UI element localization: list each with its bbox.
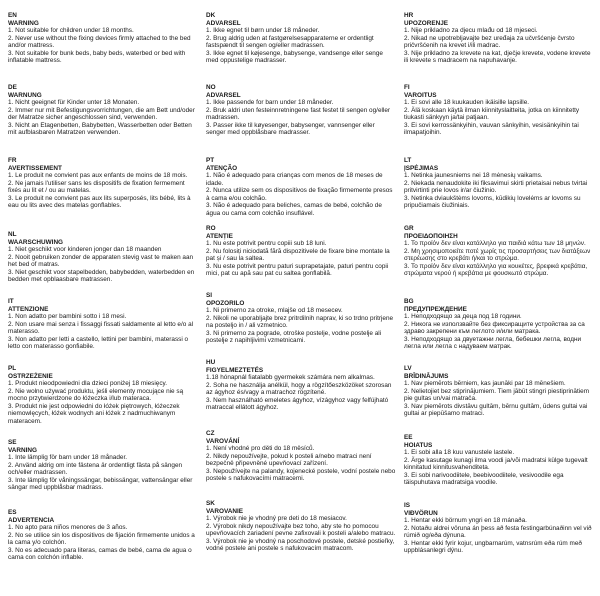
column-right [404,12,594,596]
warning-line: 2. Nikad ne upotrebljavajte bez uređaja za učvršćenje čvrsto pričvršćenih na krevet i/ili madrac. [404,34,575,49]
warning-heading: BRĪDINĀJUMS [404,372,449,380]
column-middle [206,12,396,596]
warning-line: 1. Niet geschikt voor kinderen jonger dan 18 maanden [8,246,162,253]
language-code: PT [206,157,215,164]
warning-heading: ATENȚIE [206,232,233,240]
warning-heading: ATENÇÃO [206,164,238,172]
language-code: HU [206,359,216,366]
warning-line: 1. Неподходящо за деца под 18 години. [404,313,522,320]
warning-line: 1. Hentar ekki börnum yngri en 18 mánaða. [404,517,527,524]
warning-line: 3. Ni primerno za pograde, otroške postelje, vodne postelje ali postelje z napihljivimi vzmetnicami. [206,329,382,344]
warning-line: 2. Ärge kasutage kunagi ilma voodi ja/või madratsi külge tugevalt kinnitatud kinnitusvahenditeta. [404,456,588,471]
warning-line: 3. Non adatto per letti a castello, lettini per bambini, materassi o letto con materasso gonfiabile. [8,335,189,350]
warning-line: 1. Inte lämplig för barn under 18 månader. [8,454,128,461]
warning-line: 2. Brug aldrig uden at fastgørelsesapparaterne er ordentligt fastspændt til sengen og/eller madrassen. [206,34,374,49]
language-code: FR [8,157,17,164]
warning-line: 2. Никога не използвайте без фиксиращите устройства за са здраво закрепени към леглото и/или матрака. [404,320,585,335]
warning-line: 3. Não é adequado para beliches, camas de bebé, colchão de água ou cama com colchão insuflável. [206,202,382,217]
warning-line: 1. Não é adequado para crianças com menos de 18 meses de idade. [206,172,383,187]
warning-line: 3. Hentar ekki fyrir kojur, ungbarnarúm, vatnsrúm eða rúm með uppblásanlegri dýnu. [404,539,582,554]
warning-line: 1. Ikke passende for barn under 18 måneder. [206,99,334,106]
warning-heading: ĮSPĖJIMAS [404,164,439,172]
language-code: EE [404,434,413,441]
warning-line: 2. Nu folosiți niciodată fără dispozitivele de fixare bine montate la pat și / sau la saltea. [206,247,390,262]
warning-line: 3. Passer ikke til køyesenger, babysenger, vannsenger eller senger med oppblåsbare madrasser. [206,121,375,136]
warning-line: 2. Niekada nenaudokite iki fiksavimui skirti prietaisai nebus tvirtai pritvirtinti prie lovos ir/ar čiužinio. [404,179,588,194]
warning-heading: OPOZORILO [206,299,245,307]
warning-line: 3. Not suitable for bunk beds, baby beds, waterbed or bed with inflatable mattress. [8,49,186,64]
warning-line: 3. Le produit ne convient pas aux lits superposés, lits bébé, lits à eau ou lits avec des matelas gonflables. [8,194,191,209]
language-code: BG [404,298,414,305]
warning-block-se [8,439,198,492]
warning-line: 2. Ne jamais l'utiliser sans les dispositifs de fixation fermement fixés au lit et / ou au matelas. [8,179,185,194]
warning-line: 1. Není vhodné pro děti do 18 měsíců. [206,445,315,452]
warning-heading: ADVARSEL [206,19,241,27]
warning-block-dk [206,12,396,65]
warning-line: 1. Ikke egnet til børn under 18 måneder. [206,27,320,34]
warning-block-lt [404,157,594,210]
warning-block-cz [206,430,396,483]
warning-line: 2. No se utilice sin los dispositivos de fijación firmemente unidos a la cama y/o colchón. [8,531,195,546]
language-code: HR [404,12,414,19]
warning-heading: VARNING [8,446,37,454]
warning-line: 2. Notaðu aldrei vöruna án þess að festa festingarbúnaðinn vel við rúmið og/eða dýnuna. [404,524,592,539]
warning-block-no [206,84,396,137]
warning-line: 3. Ikke egnet til køjesenge, babysenge, vandsenge eller senge med oppustelige madrasser. [206,49,383,64]
warning-line: 2. Nikdy nepoužívejte, pokud k posteli a/nebo matraci není bezpečně připevněné upevňovací zařízení. [206,452,372,467]
warning-heading: VAROVÁNÍ [206,437,240,445]
warning-line: 1.18 hónapnál fiatalabb gyermekek számára nem alkalmas. [206,374,375,381]
warning-heading: FIGYELMEZTETÉS [206,366,264,374]
warning-line: 1. Non adatto per bambini sotto i 18 mesi. [8,313,127,320]
warning-heading: AVERTISSEMENT [8,164,62,172]
warning-heading: ADVARSEL [206,91,241,99]
warning-line: 2. Non usare mai senza i fissaggi fissati saldamente al letto e/o al materasso. [8,320,194,335]
warning-heading: HOIATUS [404,441,433,449]
warning-block-hr [404,12,594,65]
warning-line: 2. Výrobok nikdy nepoužívajte bez toho, aby ste ho pomocou upevňovacích zariadení pevne zafixovali k posteli a/alebo matracu. [206,522,396,537]
warning-line: 1. Produkt nieodpowiedni dla dzieci poniżej 18 miesięcy. [8,380,168,387]
warning-line: 1. Not suitable for children under 18 months. [8,27,134,34]
warning-line: 1. Nu este potrivit pentru copiii sub 18 luni. [206,240,327,247]
warning-block-ro [206,225,396,278]
warning-line: 2. Soha ne használja anélkül, hogy a rögzítőeszközöket szorosan az ágyhoz és/vagy a matrachoz rögzítené. [206,381,392,396]
warning-heading: UPOZORENJE [404,19,449,27]
warning-line: 2. Nikoli ne uporabljajte brez pritrdilnih naprav, ki so trdno pritrjene na posteljo in / ali vzmetnico. [206,314,394,329]
language-code: LV [404,365,412,372]
language-code: PL [8,365,17,372]
warning-line: 3. Nem használható emeletes ágyhoz, vízágyhoz vagy felfújható matraccal ellátott ágyhoz. [206,396,389,411]
warning-block-ee [404,434,594,487]
warning-line: 2. Immer nur mit Befestigungsvorrichtungen, die am Bett und/oder der Matratze sicher angeschlossen sind, verwenden. [8,106,195,121]
warning-heading: WARNUNG [8,91,42,99]
warning-line: 3. Inte lämplig för våningssängar, bebissängar, vattensängar eller sängar med uppblåsbar madrass. [8,476,193,491]
language-code: FI [404,84,410,91]
warning-block-si [206,292,396,345]
warning-line: 3. Netinka dviaukštėms lovoms, kūdikių lovelėms ar lovoms su pripučiamais čiužiniais. [404,194,581,209]
warning-block-bg [404,298,594,351]
warning-line: 3. Nepoužívejte na palandy, kojenecké postele, vodní postele nebo postele s nafukovacími matracemi. [206,467,396,482]
warning-block-pt [206,157,396,217]
warning-line: 3. Το προϊόν δεν είναι κατάλληλο για κουκέτες, βρεφικά κρεβάτια, στρώματα νερού ή κρεβάτια με φουσκωτό στρώμα. [404,262,588,277]
warning-line: 3. No es adecuado para literas, camas de bebé, cama de agua o cama con colchón inflable. [8,546,192,561]
warning-line: 1. Netinka jaunesniems nei 18 mėnesių vaikams. [404,172,543,179]
warning-line: 1. No apto para niños menores de 3 años. [8,524,128,531]
warning-line: 1. Ni primerno za otroke, mlajše od 18 mesecev. [206,307,343,314]
warning-line: 1. Nicht geeignet für Kinder unter 18 Monaten. [8,99,140,106]
language-code: ES [8,509,17,516]
language-code: EN [8,12,17,19]
language-code: DE [8,84,17,91]
warning-block-es [8,509,198,562]
warning-line: 2. Nooit gebruiken zonder de apparaten stevig vast te maken aan het bed of matras. [8,253,194,268]
warning-block-pl [8,365,198,425]
warning-line: 2. Μη χρησιμοποιείτε ποτέ χωρίς τις προσαρτήσεις των διατάξεων στερέωσης στο κρεβάτι ή/και το στρώμα. [404,247,591,262]
warning-line: 2. Använd aldrig om inte fästena är ordentligt fästa på sängen och/eller madrassen. [8,461,183,476]
warning-line: 3. Nav piemērots divstāvu gultām, bērnu gultām, ūdens gultai vai gultai ar piepūšamo matraci. [404,402,588,417]
language-code: NO [206,84,216,91]
warning-line: 2. Älä koskaan käytä ilman kiinnityslaitteita, jotka on kiinnitetty tiukasti sänkyyn ja/tai patjaan. [404,106,580,121]
warning-block-fi [404,84,594,137]
warning-line: 3. Ei sobi narivoodiitele, beebivoodiitele, vesivoodile ega täispuhutava madratsiga voodile. [404,471,564,486]
warning-block-gr [404,225,594,278]
warning-block-de [8,84,198,137]
warning-heading: ADVERTENCIA [8,516,55,524]
warning-line: 3. Nije prikladno za krevete na kat, dječje krevete, vodene krevete ili krevete s madracem na napuhavanje. [404,49,591,64]
warning-block-lv [404,365,594,418]
warning-line: 1. Le produit ne convient pas aux enfants de moins de 18 mois. [8,172,188,179]
warning-heading: OSTRZEŻENIE [8,372,53,380]
warning-line: 3. Ei sovi kerrossänkyihin, vauvan sänkyihin, vesisänkyihin tai ilmapatjoihin. [404,121,579,136]
language-code: GR [404,225,414,232]
warning-heading: VAROITUS [404,91,437,99]
warning-heading: ΠΡΟΕΙΔΟΠΟΙΗΣΗ [404,232,458,240]
warning-line: 1. Ei sovi alle 18 kuukauden ikäisille lapsille. [404,99,530,106]
language-code: LT [404,157,412,164]
warning-line: 2. Nunca utilize sem os dispositivos de fixação firmemente presos à cama e/ou colchão. [206,187,393,202]
warning-line: 1. Nije prikladno za djecu mlađu od 18 mjeseci. [404,27,538,34]
warning-block-en [8,12,198,65]
warning-block-it [8,298,198,351]
language-code: CZ [206,430,215,437]
warning-line: 2. Never use without the fixing devices firmly attached to the bed and/or mattress. [8,34,191,49]
warning-heading: WAARSCHUWING [8,238,64,246]
warning-block-fr [8,157,198,210]
warning-block-is [404,502,594,555]
language-code: NL [8,231,17,238]
language-code: RO [206,225,216,232]
language-code: SE [8,439,17,446]
warning-line: 1. Výrobok nie je vhodný pre deti do 18 mesiacov. [206,515,347,522]
warning-heading: ПРЕДУПРЕЖДЕНИЕ [404,305,467,313]
language-code: IS [404,502,411,509]
language-code: DK [206,12,216,19]
warning-line: 2. Bruk aldri uten festeinnretningene fast festet til sengen og/eller madrassen. [206,106,391,121]
language-code: IT [8,298,14,305]
warning-heading: ATTENZIONE [8,305,49,313]
column-left [8,12,198,596]
warning-line: 3. Nicht an Etagenbetten, Babybetten, Wasserbetten oder Betten mit aufblasbaren Matratzen verwenden. [8,121,192,136]
warning-line: 3. Nu este potrivit pentru paturi suprapetajate, paturi pentru copii mici, pat cu apă sau pat cu saltea gonflabilă. [206,262,389,277]
warning-heading: VIÐVÖRUN [404,509,438,517]
language-code: SI [206,292,213,299]
warning-line: 2. Nie wolno używać produktu, jeśli elementy mocujące nie są mocno przytwierdzone do łóżeczka i/lub materaca. [8,387,184,402]
warning-line: 1. Ei sobi alla 18 kuu vanustele lastele. [404,449,515,456]
warning-line: 3. Výrobok nie je vhodný na poschodové postele, detské postieľky, vodné postele ani postele s nafukovacím matracom. [206,537,395,552]
warning-heading: WARNING [8,19,39,27]
warning-line: 3. Неподходящо за двуетажни легла, бебешки легла, водни легла или легла с надуваем матрак. [404,335,582,350]
warning-line: 2. Nelietojiet bez stiprinājumiem. Tiem jābūt stingri piestiprinātiem pie gultas un/vai matrača. [404,387,590,402]
warning-line: 3. Produkt nie jest odpowiedni do łóżek piętrowych, łóżeczek niemowlęcych, łóżek wodnych ani łóżek z nadmuchiwanym materacem. [8,402,180,425]
warning-block-nl [8,231,198,284]
language-code: SK [206,500,215,507]
warning-block-hu [206,359,396,412]
warning-block-sk [206,500,396,553]
warning-line: 3. Niet geschikt voor stapelbedden, babybedden, waterbedden en bedden met opblaasbare matrassen. [8,268,195,283]
warning-line: 1. Το προϊόν δεν είναι κατάλληλο για παιδιά κάτω των 18 μηνών. [404,240,586,247]
warning-line: 1. Nav piemērots bērniem, kas jaunāki par 18 mēnešiem. [404,380,566,387]
warning-heading: VAROVANIE [206,507,244,515]
